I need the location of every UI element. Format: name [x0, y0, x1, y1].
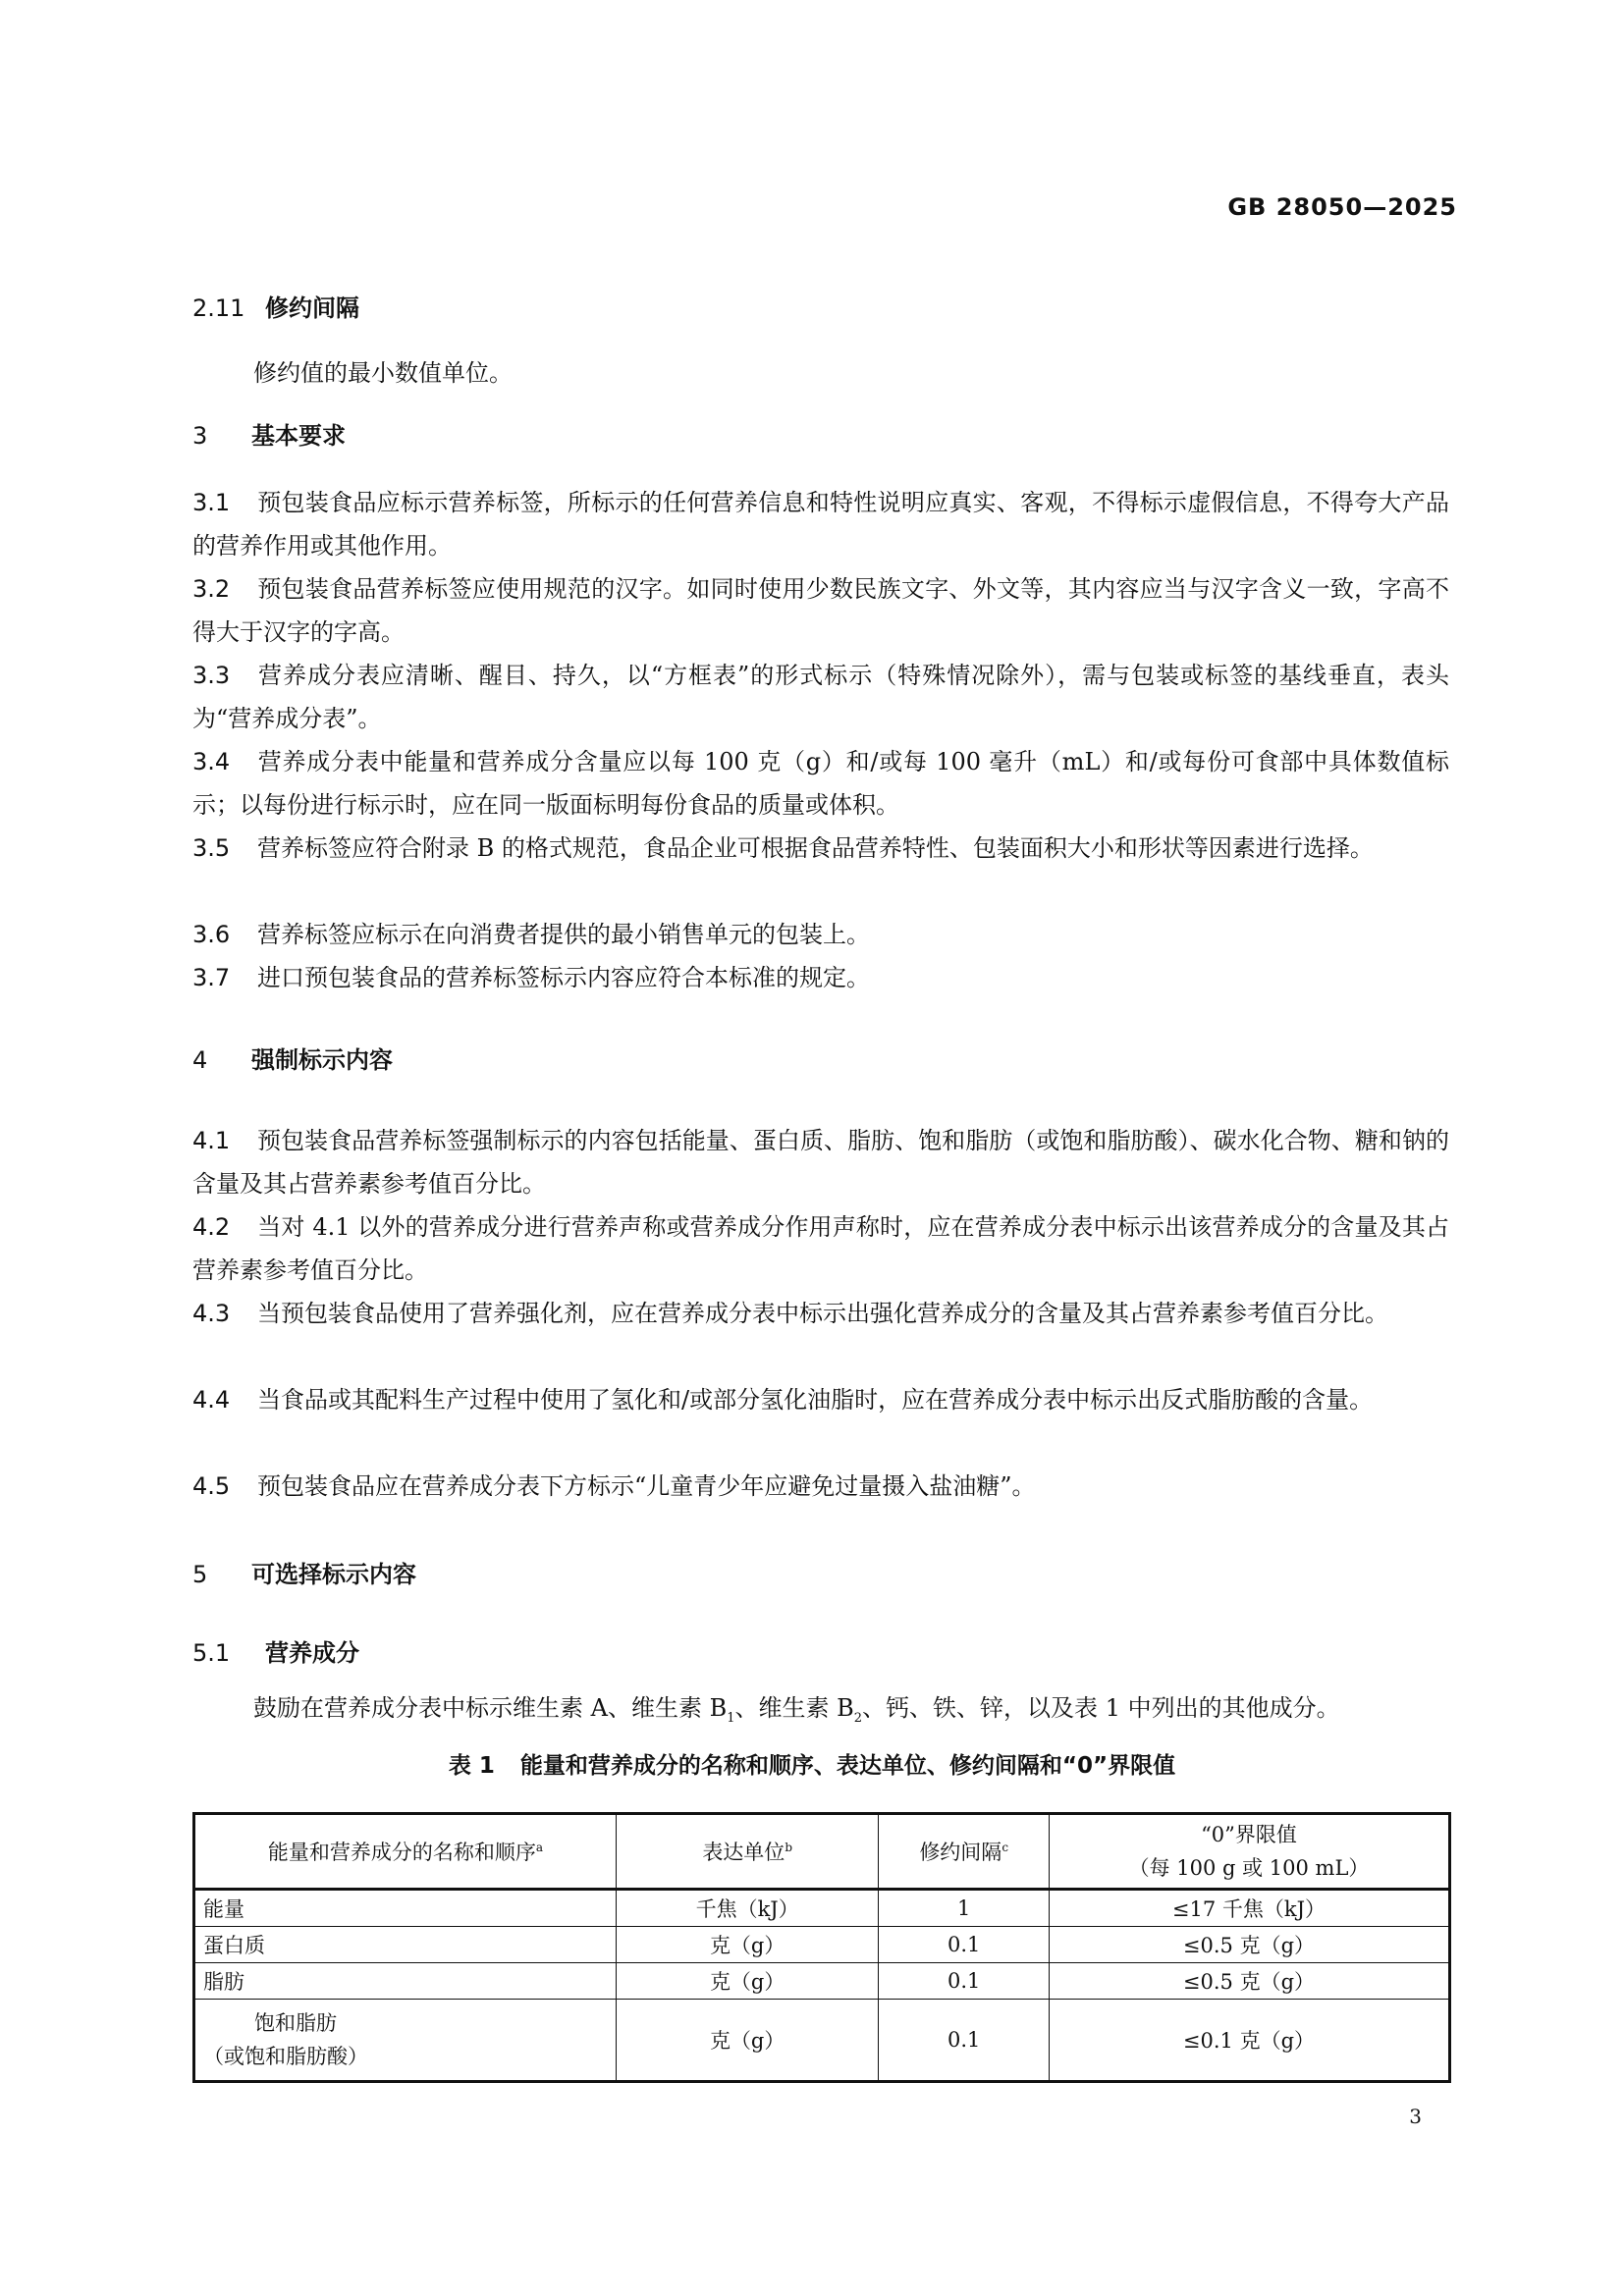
clause-3-2 — [192, 567, 1449, 654]
cell-unit: 克（g） — [616, 1963, 878, 2000]
clause-text: 当食品或其配料生产过程中使用了氢化和/或部分氢化油脂时，应在营养成分表中标示出反式脂肪酸的含量。 — [257, 1386, 1374, 1414]
header-text: 能量和营养成分的名称和顺序 — [267, 1841, 536, 1864]
cell-name: 能量 — [194, 1890, 617, 1927]
header-zero-limit — [1049, 1814, 1449, 1890]
header-subtext: （每 100 g 或 100 mL） — [1128, 1856, 1370, 1880]
clause-4-2 — [192, 1205, 1449, 1292]
clause-number: 3.6 — [192, 921, 231, 948]
footnote-marker: a — [535, 1841, 544, 1854]
clause-text: 营养标签应标示在向消费者提供的最小销售单元的包装上。 — [257, 921, 870, 948]
cell-name: 蛋白质 — [194, 1927, 617, 1963]
table-number: 表 1 — [448, 1753, 495, 1779]
clause-text: 进口预包装食品的营养标签标示内容应符合本标准的规定。 — [257, 964, 870, 991]
cell-interval: 0.1 — [879, 1927, 1050, 1963]
table-header-row — [194, 1814, 1450, 1890]
clause-3-4 — [192, 740, 1449, 827]
clause-number: 3.7 — [192, 964, 231, 991]
section-title: 修约间隔 — [265, 294, 359, 322]
clause-text: 预包装食品应标示营养标签，所标示的任何营养信息和特性说明应真实、客观，不得标示虚假信息，不得夸大产品的营养作用或其他作用。 — [192, 489, 1449, 560]
section-5-heading — [192, 1563, 416, 1586]
header-text: 表达单位 — [702, 1841, 785, 1864]
page-number: 3 — [1409, 2105, 1422, 2128]
clause-text: 预包装食品应在营养成分表下方标示“儿童青少年应避免过量摄入盐油糖”。 — [257, 1472, 1036, 1500]
clause-4-4 — [192, 1378, 1449, 1421]
table-row — [194, 1927, 1450, 1963]
section-title: 可选择标示内容 — [251, 1561, 416, 1588]
header-interval — [879, 1814, 1050, 1890]
clause-number: 4.5 — [192, 1472, 231, 1500]
clause-text: 当预包装食品使用了营养强化剂，应在营养成分表中标示出强化营养成分的含量及其占营养素参考值百分比。 — [257, 1300, 1388, 1327]
clause-text: 当对 4.1 以外的营养成分进行营养声称或营养成分作用声称时，应在营养成分表中标示出该营养成分的含量及其占营养素参考值百分比。 — [192, 1213, 1449, 1284]
cell-zero-limit: ≤0.5 克（g） — [1049, 1963, 1449, 2000]
section-title: 基本要求 — [251, 422, 346, 450]
clause-text: 营养成分表中能量和营养成分含量应以每 100 克（g）和/或每 100 毫升（mL）和/或每份可食部中具体数值标示；以每份进行标示时，应在同一版面标明每份食品的质量或体积。 — [192, 748, 1449, 819]
clause-number: 4.2 — [192, 1213, 231, 1241]
header-unit — [616, 1814, 878, 1890]
cell-zero-limit: ≤17 千焦（kJ） — [1049, 1890, 1449, 1927]
cell-name-line: （或饱和脂肪酸） — [203, 2045, 368, 2068]
clause-number: 4.3 — [192, 1300, 231, 1327]
section-title: 营养成分 — [265, 1639, 359, 1667]
clause-3-6 — [192, 913, 1449, 956]
clause-number: 4.4 — [192, 1386, 231, 1414]
cell-interval: 0.1 — [879, 2000, 1050, 2082]
section-5-1-text — [253, 1686, 1449, 1730]
cell-interval: 0.1 — [879, 1963, 1050, 2000]
clause-4-1 — [192, 1119, 1449, 1205]
section-number: 2.11 — [192, 294, 245, 322]
cell-unit: 千焦（kJ） — [616, 1890, 878, 1927]
cell-zero-limit: ≤0.1 克（g） — [1049, 2000, 1449, 2082]
clause-3-5 — [192, 827, 1449, 870]
cell-name — [194, 2000, 617, 2082]
cell-interval: 1 — [879, 1890, 1050, 1927]
clause-3-1 — [192, 481, 1449, 567]
clause-3-3 — [192, 654, 1449, 740]
clause-4-3 — [192, 1292, 1449, 1335]
footnote-marker: b — [785, 1841, 792, 1854]
table-row — [194, 2000, 1450, 2082]
header-text: “0”界限值 — [1201, 1823, 1297, 1846]
footnote-marker: c — [1001, 1841, 1009, 1854]
clause-text: 预包装食品营养标签应使用规范的汉字。如同时使用少数民族文字、外文等，其内容应当与汉字含义一致，字高不得大于汉字的字高。 — [192, 575, 1449, 646]
header-text: 修约间隔 — [919, 1841, 1002, 1864]
cell-unit: 克（g） — [616, 2000, 878, 2082]
clause-text: 营养标签应符合附录 B 的格式规范，食品企业可根据食品营养特性、包装面积大小和形状等因素进行选择。 — [257, 834, 1374, 862]
section-3-heading — [192, 424, 346, 448]
section-number: 5 — [192, 1561, 208, 1588]
section-4-heading — [192, 1048, 393, 1072]
text-part: 鼓励在营养成分表中标示维生素 A、维生素 B — [253, 1694, 728, 1722]
table-row — [194, 1890, 1450, 1927]
table-row — [194, 1963, 1450, 2000]
section-2-11-text: 修约值的最小数值单位。 — [253, 359, 513, 387]
clause-number: 3.4 — [192, 748, 231, 775]
clause-number: 3.5 — [192, 834, 231, 862]
clause-number: 3.3 — [192, 662, 231, 689]
clause-text: 营养成分表应清晰、醒目、持久，以“方框表”的形式标示（特殊情况除外），需与包装或标签的基线垂直，表头为“营养成分表”。 — [192, 662, 1449, 732]
cell-unit: 克（g） — [616, 1927, 878, 1963]
cell-name-line: 饱和脂肪 — [254, 2011, 337, 2035]
nutrient-table — [192, 1812, 1451, 2083]
section-2-11-heading — [192, 296, 359, 320]
section-5-1-heading — [192, 1641, 359, 1665]
text-part: 、钙、铁、锌，以及表 1 中列出的其他成分。 — [862, 1694, 1340, 1722]
section-number: 4 — [192, 1046, 208, 1074]
document-code: GB 28050—2025 — [1227, 193, 1457, 221]
section-title: 强制标示内容 — [251, 1046, 393, 1074]
clause-number: 3.2 — [192, 575, 231, 603]
subscript: 2 — [853, 1710, 863, 1726]
text-part: 、维生素 B — [734, 1694, 854, 1722]
clause-text: 预包装食品营养标签强制标示的内容包括能量、蛋白质、脂肪、饱和脂肪（或饱和脂肪酸）、碳水化合物、糖和钠的含量及其占营养素参考值百分比。 — [192, 1127, 1449, 1198]
clause-number: 3.1 — [192, 489, 231, 516]
cell-zero-limit: ≤0.5 克（g） — [1049, 1927, 1449, 1963]
table-caption — [0, 1747, 1624, 1780]
header-name — [194, 1814, 617, 1890]
clause-3-7 — [192, 956, 1449, 999]
cell-name: 脂肪 — [194, 1963, 617, 2000]
clause-number: 4.1 — [192, 1127, 231, 1154]
section-number: 3 — [192, 422, 208, 450]
table-title: 能量和营养成分的名称和顺序、表达单位、修约间隔和“0”界限值 — [519, 1753, 1176, 1779]
section-number: 5.1 — [192, 1639, 231, 1667]
clause-4-5 — [192, 1465, 1449, 1508]
subscript: 1 — [727, 1710, 735, 1726]
